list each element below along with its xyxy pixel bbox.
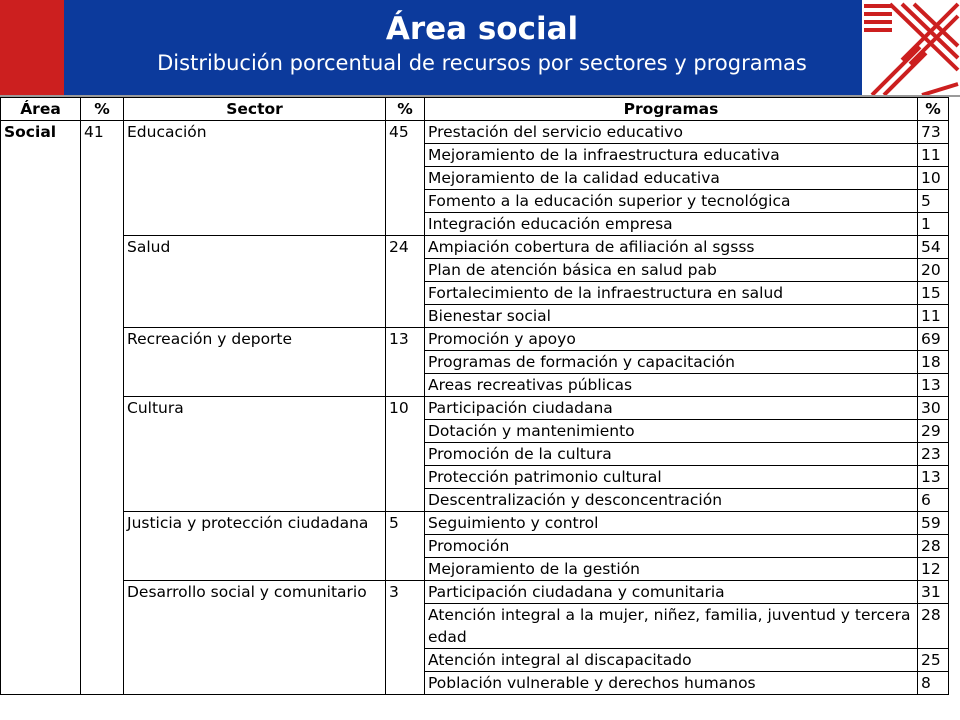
program-percent-cell: 28 xyxy=(918,535,949,558)
program-name-cell: Programas de formación y capacitación xyxy=(425,351,918,374)
sector-name-cell: Recreación y deporte xyxy=(124,328,386,397)
header-bar xyxy=(0,0,960,95)
program-percent-cell: 11 xyxy=(918,144,949,167)
column-header-area: Área xyxy=(1,98,81,121)
program-name-cell: Ampiación cobertura de afiliación al sgsss xyxy=(425,236,918,259)
sector-name-cell: Desarrollo social y comunitario xyxy=(124,581,386,695)
sector-name-cell: Justicia y protección ciudadana xyxy=(124,512,386,581)
table-row xyxy=(1,397,949,420)
table-header-row xyxy=(1,98,949,121)
sector-percent-cell: 45 xyxy=(386,121,425,236)
program-name-cell: Dotación y mantenimiento xyxy=(425,420,918,443)
program-percent-cell: 28 xyxy=(918,604,949,649)
program-percent-cell: 23 xyxy=(918,443,949,466)
program-name-cell: Plan de atención básica en salud pab xyxy=(425,259,918,282)
program-percent-cell: 5 xyxy=(918,190,949,213)
table-row xyxy=(1,512,949,535)
program-percent-cell: 1 xyxy=(918,213,949,236)
program-percent-cell: 13 xyxy=(918,374,949,397)
program-name-cell: Atención integral a la mujer, niñez, familia, juventud y tercera edad xyxy=(425,604,918,649)
sector-percent-cell: 10 xyxy=(386,397,425,512)
program-percent-cell: 18 xyxy=(918,351,949,374)
program-percent-cell: 30 xyxy=(918,397,949,420)
program-name-cell: Población vulnerable y derechos humanos xyxy=(425,672,918,695)
area-percent-cell: 41 xyxy=(81,121,124,695)
program-percent-cell: 15 xyxy=(918,282,949,305)
program-name-cell: Descentralización y desconcentración xyxy=(425,489,918,512)
sector-percent-cell: 13 xyxy=(386,328,425,397)
program-name-cell: Mejoramiento de la calidad educativa xyxy=(425,167,918,190)
program-name-cell: Mejoramiento de la gestión xyxy=(425,558,918,581)
program-percent-cell: 29 xyxy=(918,420,949,443)
table-row xyxy=(1,328,949,351)
table-row xyxy=(1,581,949,604)
program-percent-cell: 10 xyxy=(918,167,949,190)
sector-name-cell: Cultura xyxy=(124,397,386,512)
program-name-cell: Areas recreativas públicas xyxy=(425,374,918,397)
column-header-program-percent: % xyxy=(918,98,949,121)
program-percent-cell: 31 xyxy=(918,581,949,604)
sector-percent-cell: 24 xyxy=(386,236,425,328)
sector-name-cell: Salud xyxy=(124,236,386,328)
program-percent-cell: 69 xyxy=(918,328,949,351)
page-subtitle: Distribución porcentual de recursos por sectores y programas xyxy=(157,51,807,75)
program-percent-cell: 20 xyxy=(918,259,949,282)
program-percent-cell: 11 xyxy=(918,305,949,328)
program-name-cell: Fomento a la educación superior y tecnológica xyxy=(425,190,918,213)
sector-name-cell: Educación xyxy=(124,121,386,236)
page-title: Área social xyxy=(385,11,579,47)
resource-distribution-table xyxy=(0,97,949,695)
red-accent-strip xyxy=(0,0,64,95)
table-body xyxy=(1,121,949,695)
column-header-programs: Programas xyxy=(425,98,918,121)
sector-percent-cell: 3 xyxy=(386,581,425,695)
table-row xyxy=(1,121,949,144)
program-name-cell: Fortalecimiento de la infraestructura en salud xyxy=(425,282,918,305)
program-percent-cell: 12 xyxy=(918,558,949,581)
sector-percent-cell: 5 xyxy=(386,512,425,581)
table-row xyxy=(1,236,949,259)
column-header-area-percent: % xyxy=(81,98,124,121)
program-name-cell: Integración educación empresa xyxy=(425,213,918,236)
column-header-sector-percent: % xyxy=(386,98,425,121)
program-name-cell: Atención integral al discapacitado xyxy=(425,649,918,672)
program-percent-cell: 13 xyxy=(918,466,949,489)
program-name-cell: Participación ciudadana xyxy=(425,397,918,420)
program-name-cell: Prestación del servicio educativo xyxy=(425,121,918,144)
logo-icon xyxy=(862,0,960,95)
program-name-cell: Promoción y apoyo xyxy=(425,328,918,351)
column-header-sector: Sector xyxy=(124,98,386,121)
program-name-cell: Promoción de la cultura xyxy=(425,443,918,466)
program-name-cell: Promoción xyxy=(425,535,918,558)
program-percent-cell: 6 xyxy=(918,489,949,512)
program-name-cell: Seguimiento y control xyxy=(425,512,918,535)
title-block xyxy=(64,0,900,95)
program-name-cell: Mejoramiento de la infraestructura educativa xyxy=(425,144,918,167)
program-percent-cell: 73 xyxy=(918,121,949,144)
program-name-cell: Protección patrimonio cultural xyxy=(425,466,918,489)
program-percent-cell: 59 xyxy=(918,512,949,535)
program-percent-cell: 25 xyxy=(918,649,949,672)
program-name-cell: Participación ciudadana y comunitaria xyxy=(425,581,918,604)
program-name-cell: Bienestar social xyxy=(425,305,918,328)
program-percent-cell: 54 xyxy=(918,236,949,259)
area-name-cell: Social xyxy=(1,121,81,695)
program-percent-cell: 8 xyxy=(918,672,949,695)
